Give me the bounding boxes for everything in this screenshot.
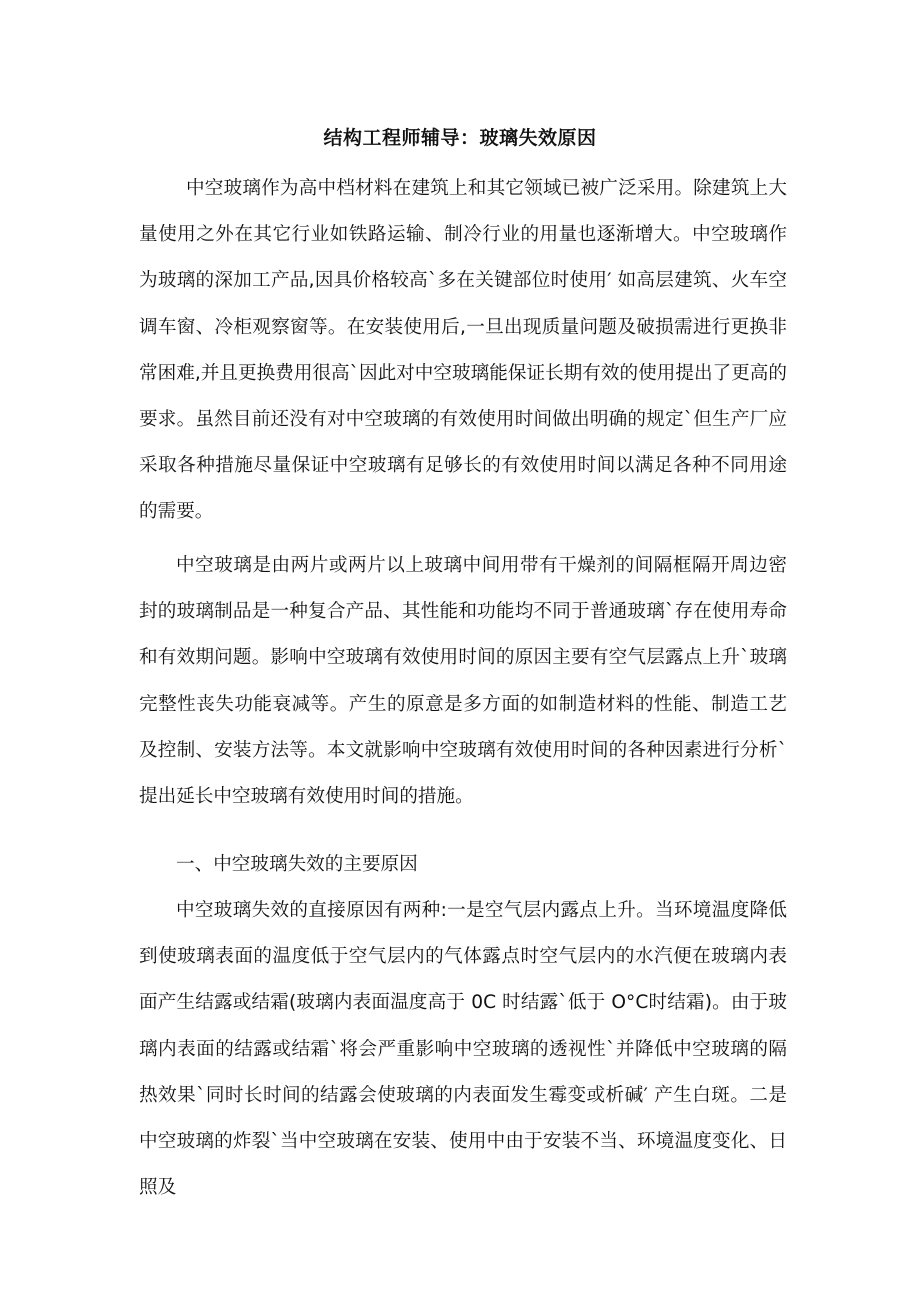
- paragraph-text: 中空玻璃作为高中档材料在建筑上和其它领域已被广泛采用。除建筑上大量使用之外在其它行业如铁路运输、制冷行业的用量也逐渐增大。中空玻璃作为玻璃的深加工产品,因具价格较高`多在关键部位时使用′ 如高层建筑、火车空调车窗、冷柜观察窗等。在安装使用后,一旦出现质量问题及破损需进行更换非常困难,并且更换费用很高`因此对中空玻璃能保证长期有效的使用提出了更高的要求。虽然目前还没有对中空玻璃的有效使用时间做出明确的规定`但生产厂应采取各种措施尽量保证中空玻璃有足够长的有效使用时间以满足各种不同用途的需要。: [139, 178, 787, 523]
- paragraph-intro: [139, 166, 787, 536]
- section-heading-text: 一、中空玻璃失效的主要原因: [176, 854, 418, 875]
- paragraph-text: 中空玻璃是由两片或两片以上玻璃中间用带有干燥剂的间隔框隔开周边密封的玻璃制品是一种复合产品、其性能和功能均不同于普通玻璃`存在使用寿命和有效期问题。影响中空玻璃有效使用时间的原因主要有空气层露点上升`玻璃完整性丧失功能衰减等。产生的原意是多方面的如制造材料的性能、制造工艺及控制、安装方法等。本文就影响中空玻璃有效使用时间的各种因素进行分析`提出延长中空玻璃有效使用时间的措施。: [139, 555, 787, 808]
- section-heading: [139, 842, 787, 888]
- paragraph-causes: [139, 888, 787, 1211]
- paragraph-definition: [139, 543, 787, 820]
- paragraph-text: 中空玻璃失效的直接原因有两种:一是空气层内露点上升。当环境温度降低到使玻璃表面的温度低于空气层内的气体露点时空气层内的水汽便在玻璃内表面产生结露或结霜(玻璃内表面温度高于 0C 时结露`低于 O°C时结霜)。由于玻璃内表面的结露或结霜`将会严重影响中空玻璃的透视性`并降低中空玻璃的隔热效果`同时长时间的结露会使玻璃的内表面发生霉变或析碱′ 产生白斑。二是中空玻璃的炸裂`当中空玻璃在安装、使用中由于安装不当、环境温度变化、日照及: [139, 900, 788, 1199]
- page-title: 结构工程师辅导：玻璃失效原因: [323, 127, 597, 149]
